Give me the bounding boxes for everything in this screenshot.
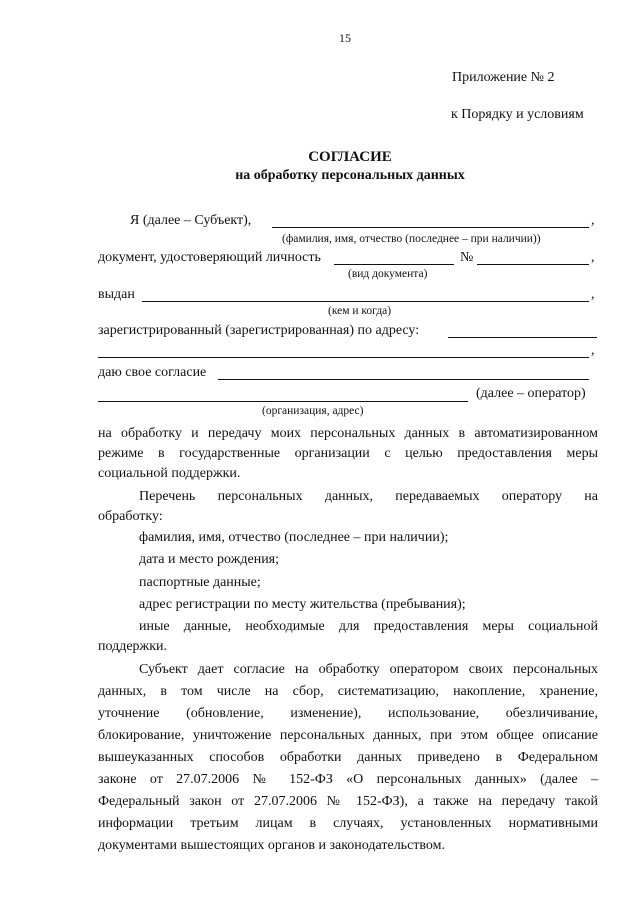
consent-para-line-3: уточнение (обновление, изменение), использование, обезличивание, <box>98 706 598 721</box>
consent-para-line-4: блокирование, уничтожение персональных данных, при этом общее описание <box>98 728 598 743</box>
list-item: дата и место рождения; <box>139 552 280 567</box>
consent-label: даю свое согласие <box>98 365 207 380</box>
fio-comma: , <box>591 213 595 228</box>
purpose-line-2: режиме в государственные организации с целью предоставления меры <box>98 446 598 461</box>
doc-comma: , <box>591 250 595 265</box>
operator-field-1[interactable] <box>218 379 589 380</box>
consent-para-line-6: законе от 27.07.2006 № 152-ФЗ «О персональных данных» (далее – <box>98 772 598 787</box>
address-field-2[interactable] <box>98 357 589 358</box>
operator-field-2[interactable] <box>98 401 468 402</box>
fio-caption: (фамилия, имя, отчество (последнее – при наличии)) <box>282 233 541 245</box>
appendix-title: Приложение № 2 <box>452 70 555 85</box>
list-item-5-line-2: поддержки. <box>98 639 168 654</box>
document-title: СОГЛАСИЕ <box>308 149 392 165</box>
list-item-5-line-1: иные данные, необходимые для предоставления меры социальной <box>139 619 598 634</box>
doc-caption: (вид документа) <box>348 268 428 280</box>
subject-label: Я (далее – Субъект), <box>130 213 252 228</box>
doc-number-sign: № <box>460 250 474 265</box>
page-number: 15 <box>339 31 351 45</box>
list-intro-line-1: Перечень персональных данных, передаваемых оператору на <box>139 489 598 504</box>
address-field-1[interactable] <box>448 337 597 338</box>
fio-field[interactable] <box>272 227 589 228</box>
address-comma: , <box>591 343 595 358</box>
consent-para-line-1: Субъект дает согласие на обработку оператором своих персональных <box>139 662 598 677</box>
doc-type-field[interactable] <box>334 264 454 265</box>
list-intro-line-2: обработку: <box>98 509 163 524</box>
operator-caption: (организация, адрес) <box>262 405 364 417</box>
consent-para-line-7: Федеральный закон от 27.07.2006 № 152-ФЗ), а также на передачу такой <box>98 794 598 809</box>
doc-number-field[interactable] <box>477 264 589 265</box>
purpose-line-3: социальной поддержки. <box>98 466 241 481</box>
list-item: фамилия, имя, отчество (последнее – при наличии); <box>139 530 449 545</box>
consent-para-line-8: информации третьим лицам в случаях, установленных нормативными <box>98 816 598 831</box>
doc-label: документ, удостоверяющий личность <box>98 250 321 265</box>
appendix-reference: к Порядку и условиям <box>451 107 584 122</box>
consent-para-line-2: данных, в том числе на сбор, систематизацию, накопление, хранение, <box>98 684 598 699</box>
issued-caption: (кем и когда) <box>328 305 392 317</box>
operator-suffix: (далее – оператор) <box>476 386 586 401</box>
registered-label: зарегистрированный (зарегистрированная) по адресу: <box>98 323 420 338</box>
purpose-line-1: на обработку и передачу моих персональных данных в автоматизированном <box>98 426 598 441</box>
issued-label: выдан <box>98 287 135 302</box>
list-item: паспортные данные; <box>139 575 261 590</box>
document-subtitle: на обработку персональных данных <box>235 168 465 183</box>
issued-comma: , <box>591 287 595 302</box>
list-item: адрес регистрации по месту жительства (пребывания); <box>139 597 466 612</box>
consent-para-line-9: документами вышестоящих органов и законодательством. <box>98 838 446 853</box>
issued-field[interactable] <box>142 301 589 302</box>
consent-para-line-5: вышеуказанных способов обработки данных приведено в Федеральном <box>98 750 598 765</box>
